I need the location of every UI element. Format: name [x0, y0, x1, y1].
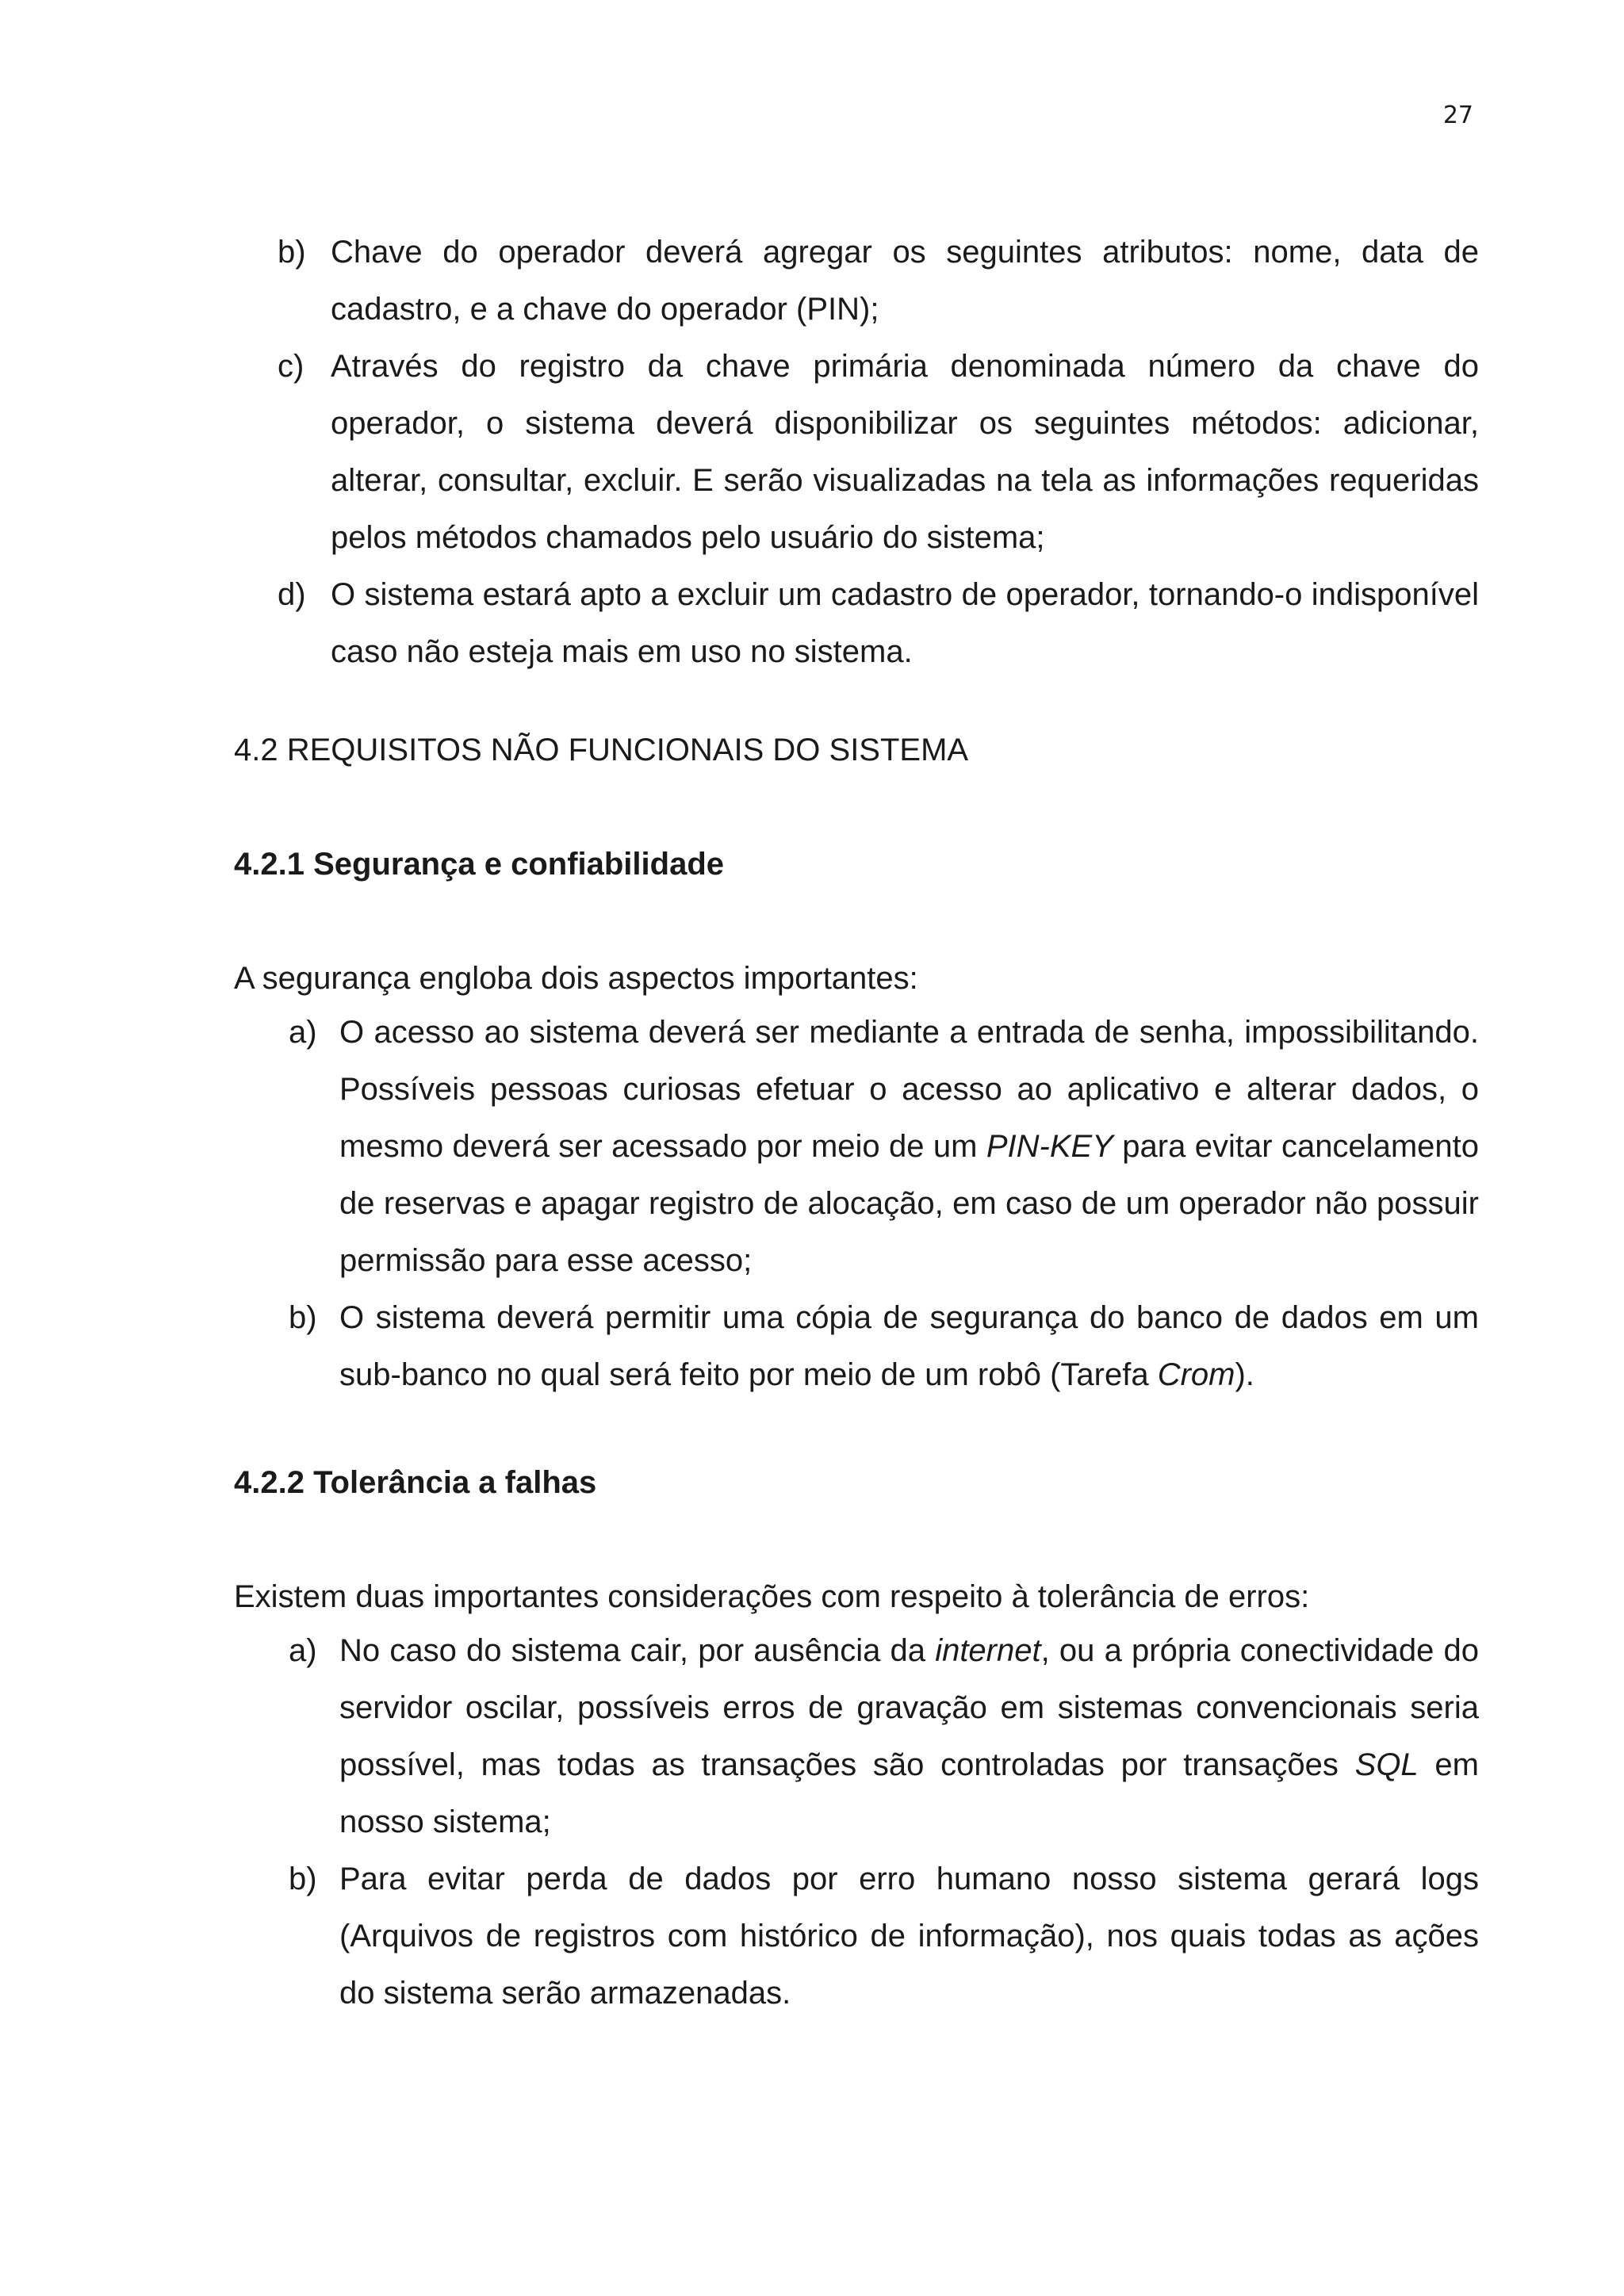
intro-security-paragraph: A segurança engloba dois aspectos importantes: — [234, 961, 918, 996]
list-marker: d) — [278, 577, 306, 612]
italic-term: internet — [935, 1633, 1041, 1668]
section-heading-4-2-2: 4.2.2 Tolerância a falhas — [234, 1465, 597, 1500]
list-item-b — [289, 1850, 1479, 2022]
list-text: Chave do operador deverá agregar os seguintes atributos: nome, data de cadastro, e a chave do operador (PIN); — [331, 235, 1479, 327]
page-number: 27 — [1442, 101, 1473, 129]
list-text: Para evitar perda de dados por erro humano nosso sistema gerará logs (Arquivos de registros com histórico de informação), nos quais todas as ações do sistema serão armazenadas. — [339, 1862, 1479, 2011]
list-marker: a) — [289, 1015, 317, 1050]
italic-term: SQL — [1354, 1747, 1419, 1782]
list-item-a — [289, 1004, 1479, 1289]
list-item-c — [278, 338, 1479, 566]
list-text: O sistema estará apto a excluir um cadastro de operador, tornando-o indisponível caso não esteja mais em uso no sistema. — [331, 577, 1479, 669]
list-item-b — [278, 224, 1479, 338]
list-item-b — [289, 1289, 1479, 1403]
section-heading-4-2: 4.2 REQUISITOS NÃO FUNCIONAIS DO SISTEMA — [234, 733, 969, 767]
list-marker: b) — [289, 1300, 317, 1335]
section-heading-4-2-1: 4.2.1 Segurança e confiabilidade — [234, 847, 725, 882]
list-text: No caso do sistema cair, por ausência da internet, ou a própria conectividade do servidor oscilar, possíveis erros de gravação em sistemas convencionais seria possível, mas todas as transações são controladas por transações SQL em nosso sistema; — [339, 1633, 1479, 1839]
intro-fault-paragraph: Existem duas importantes considerações com respeito à tolerância de erros: — [234, 1579, 1310, 1614]
list-item-d — [278, 566, 1479, 680]
italic-term: PIN-KEY — [986, 1129, 1113, 1164]
italic-term: Crom — [1157, 1357, 1235, 1392]
list-text: O acesso ao sistema deverá ser mediante a entrada de senha, impossibilitando. Possíveis pessoas curiosas efetuar o acesso ao aplicativo e alterar dados, o mesmo deverá ser acessado por meio de um PIN-KEY para evitar cancelamento de reservas e apagar registro de alocação, em caso de um operador não possuir permissão para esse acesso; — [339, 1015, 1479, 1278]
list-marker: b) — [278, 235, 306, 270]
list-item-a — [289, 1622, 1479, 1850]
list-text: O sistema deverá permitir uma cópia de segurança do banco de dados em um sub-banco no qual será feito por meio de um robô (Tarefa Crom). — [339, 1300, 1479, 1392]
list-marker: c) — [278, 349, 304, 384]
list-marker: b) — [289, 1862, 317, 1896]
list-marker: a) — [289, 1633, 317, 1668]
list-text: Através do registro da chave primária denominada número da chave do operador, o sistema deverá disponibilizar os seguintes métodos: adicionar, alterar, consultar, excluir. E serão visualizadas na tela as informações requeridas pelos métodos chamados pelo usuário do sistema; — [331, 349, 1479, 555]
